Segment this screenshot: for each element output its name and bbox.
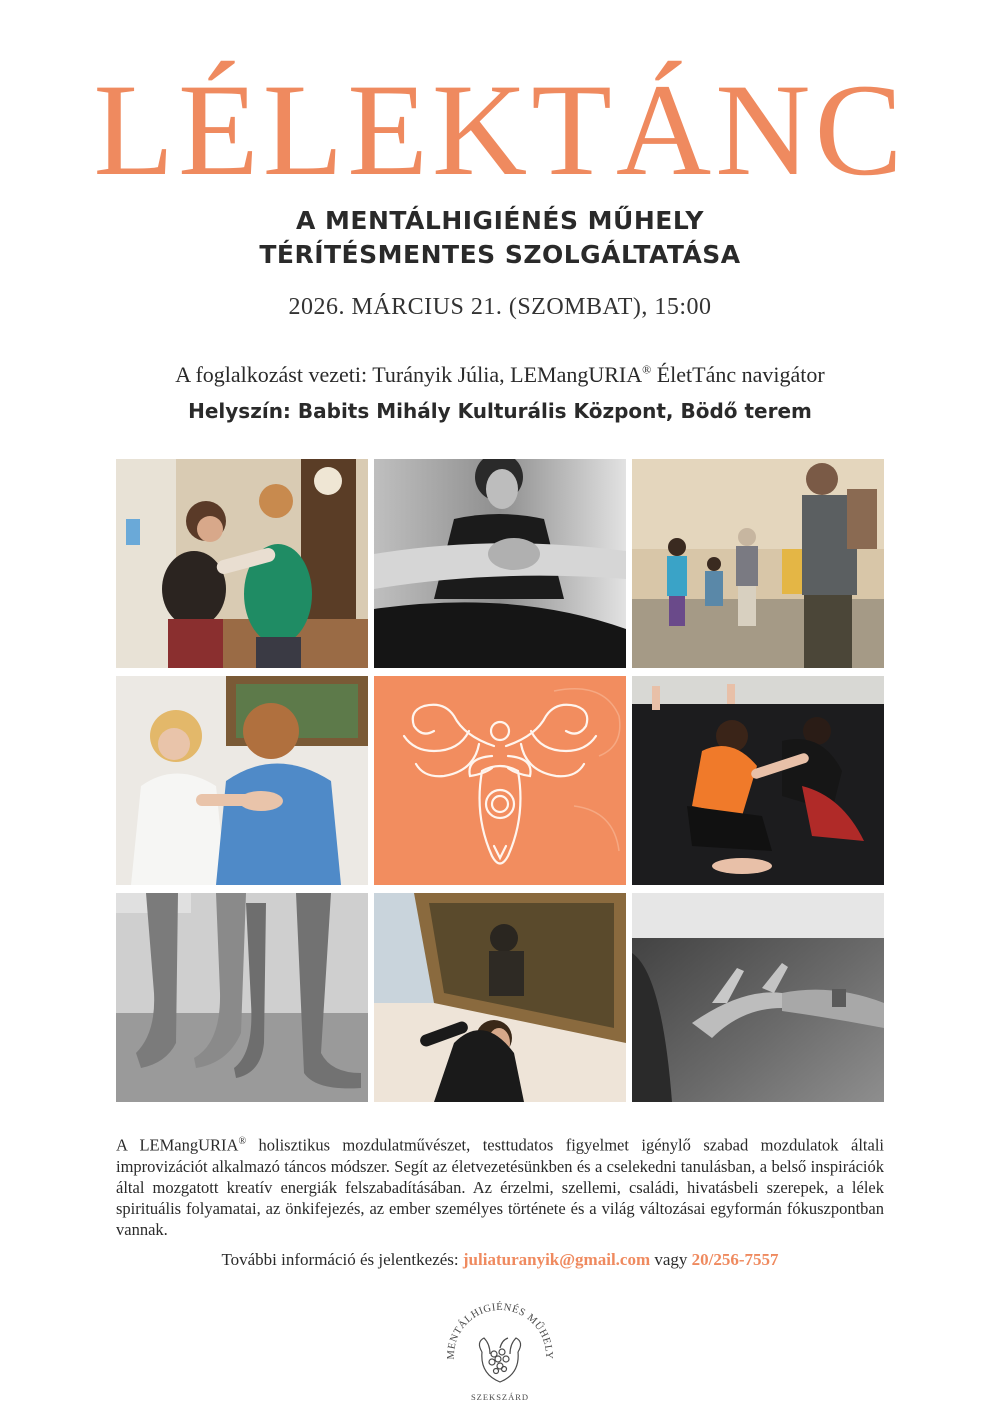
shoulder-touch-photo-4 (116, 676, 368, 885)
deer-emblem-image (374, 676, 626, 885)
leader-suffix: ÉletTánc navigátor (651, 362, 825, 387)
group-dance-photo-3 (632, 459, 884, 668)
description-registered-mark: ® (238, 1136, 247, 1147)
leader-prefix: A foglalkozást vezeti: Turányik Júlia, LEMangURIA (175, 362, 643, 387)
contact-prefix: További információ és jelentkezés: (221, 1250, 463, 1269)
photo-grid (116, 459, 884, 1102)
venue-line: Helyszín: Babits Mihály Kulturális Központ, Bödő terem (188, 399, 812, 423)
dance-photo-1-image (116, 459, 368, 668)
subtitle-line-2: TÉRÍTÉSMENTES SZOLGÁLTATÁSA (259, 240, 741, 269)
feet-photo-7-image (116, 893, 368, 1102)
hands-photo-2 (374, 459, 626, 668)
workshop-logo (440, 1282, 560, 1406)
shoulder-touch-photo-4-image (116, 676, 368, 885)
contact-line (0, 1250, 1000, 1270)
deer-emblem (374, 676, 626, 885)
dance-photo-1 (116, 459, 368, 668)
description-part-1: A LEMangURIA (116, 1135, 239, 1155)
hands-touch-photo-9-image (632, 893, 884, 1102)
hands-photo-2-image (374, 459, 626, 668)
registered-mark: ® (642, 362, 652, 377)
description-paragraph (116, 1131, 884, 1240)
subtitle (0, 204, 1000, 272)
subtitle-line-1: A MENTÁLHIGIÉNÉS MŰHELY (296, 206, 704, 235)
mirror-dance-photo-8-image (374, 893, 626, 1102)
svg-text:MENTÁLHIGIÉNÉS MŰHELY (446, 1301, 554, 1360)
poster-title: LÉLEKTÁNC (93, 56, 907, 203)
hands-touch-photo-9 (632, 893, 884, 1102)
logo-city-text: SZEKSZÁRD (470, 1392, 530, 1402)
contact-middle: vagy (650, 1250, 692, 1269)
logo-arc-text: MENTÁLHIGIÉNÉS MŰHELY (445, 1302, 555, 1360)
mirror-dance-photo-8 (374, 893, 626, 1102)
floor-partners-photo-6 (632, 676, 884, 885)
feet-photo-7 (116, 893, 368, 1102)
contact-phone[interactable]: 20/256-7557 (691, 1250, 779, 1269)
leader-line (0, 362, 1000, 388)
event-date: 2026. MÁRCIUS 21. (SZOMBAT), 15:00 (288, 294, 712, 320)
group-dance-photo-3-image (632, 459, 884, 668)
description-part-2: holisztikus mozdulatművészet, testtudatos figyelmet igénylő szabad mozdulatok általi improvizációt alkalmazó táncos módszer. Segít az életvezetésünkben és a cselekedni tanulásban, a belső inspirációk által mozgatott kreatív energiák felszabadításában. Az érzelmi, szellemi, családi, hivatásbeli szerepek, a lélek spirituális folyamatai, az önkifejezés, az ember személyes története és a világ változásai egyformán fókuszpontban vannak. (116, 1135, 884, 1239)
contact-email-link[interactable]: juliaturanyik@gmail.com (462, 1250, 651, 1269)
floor-partners-photo-6-image (632, 676, 884, 885)
workshop-logo-image (440, 1282, 560, 1406)
